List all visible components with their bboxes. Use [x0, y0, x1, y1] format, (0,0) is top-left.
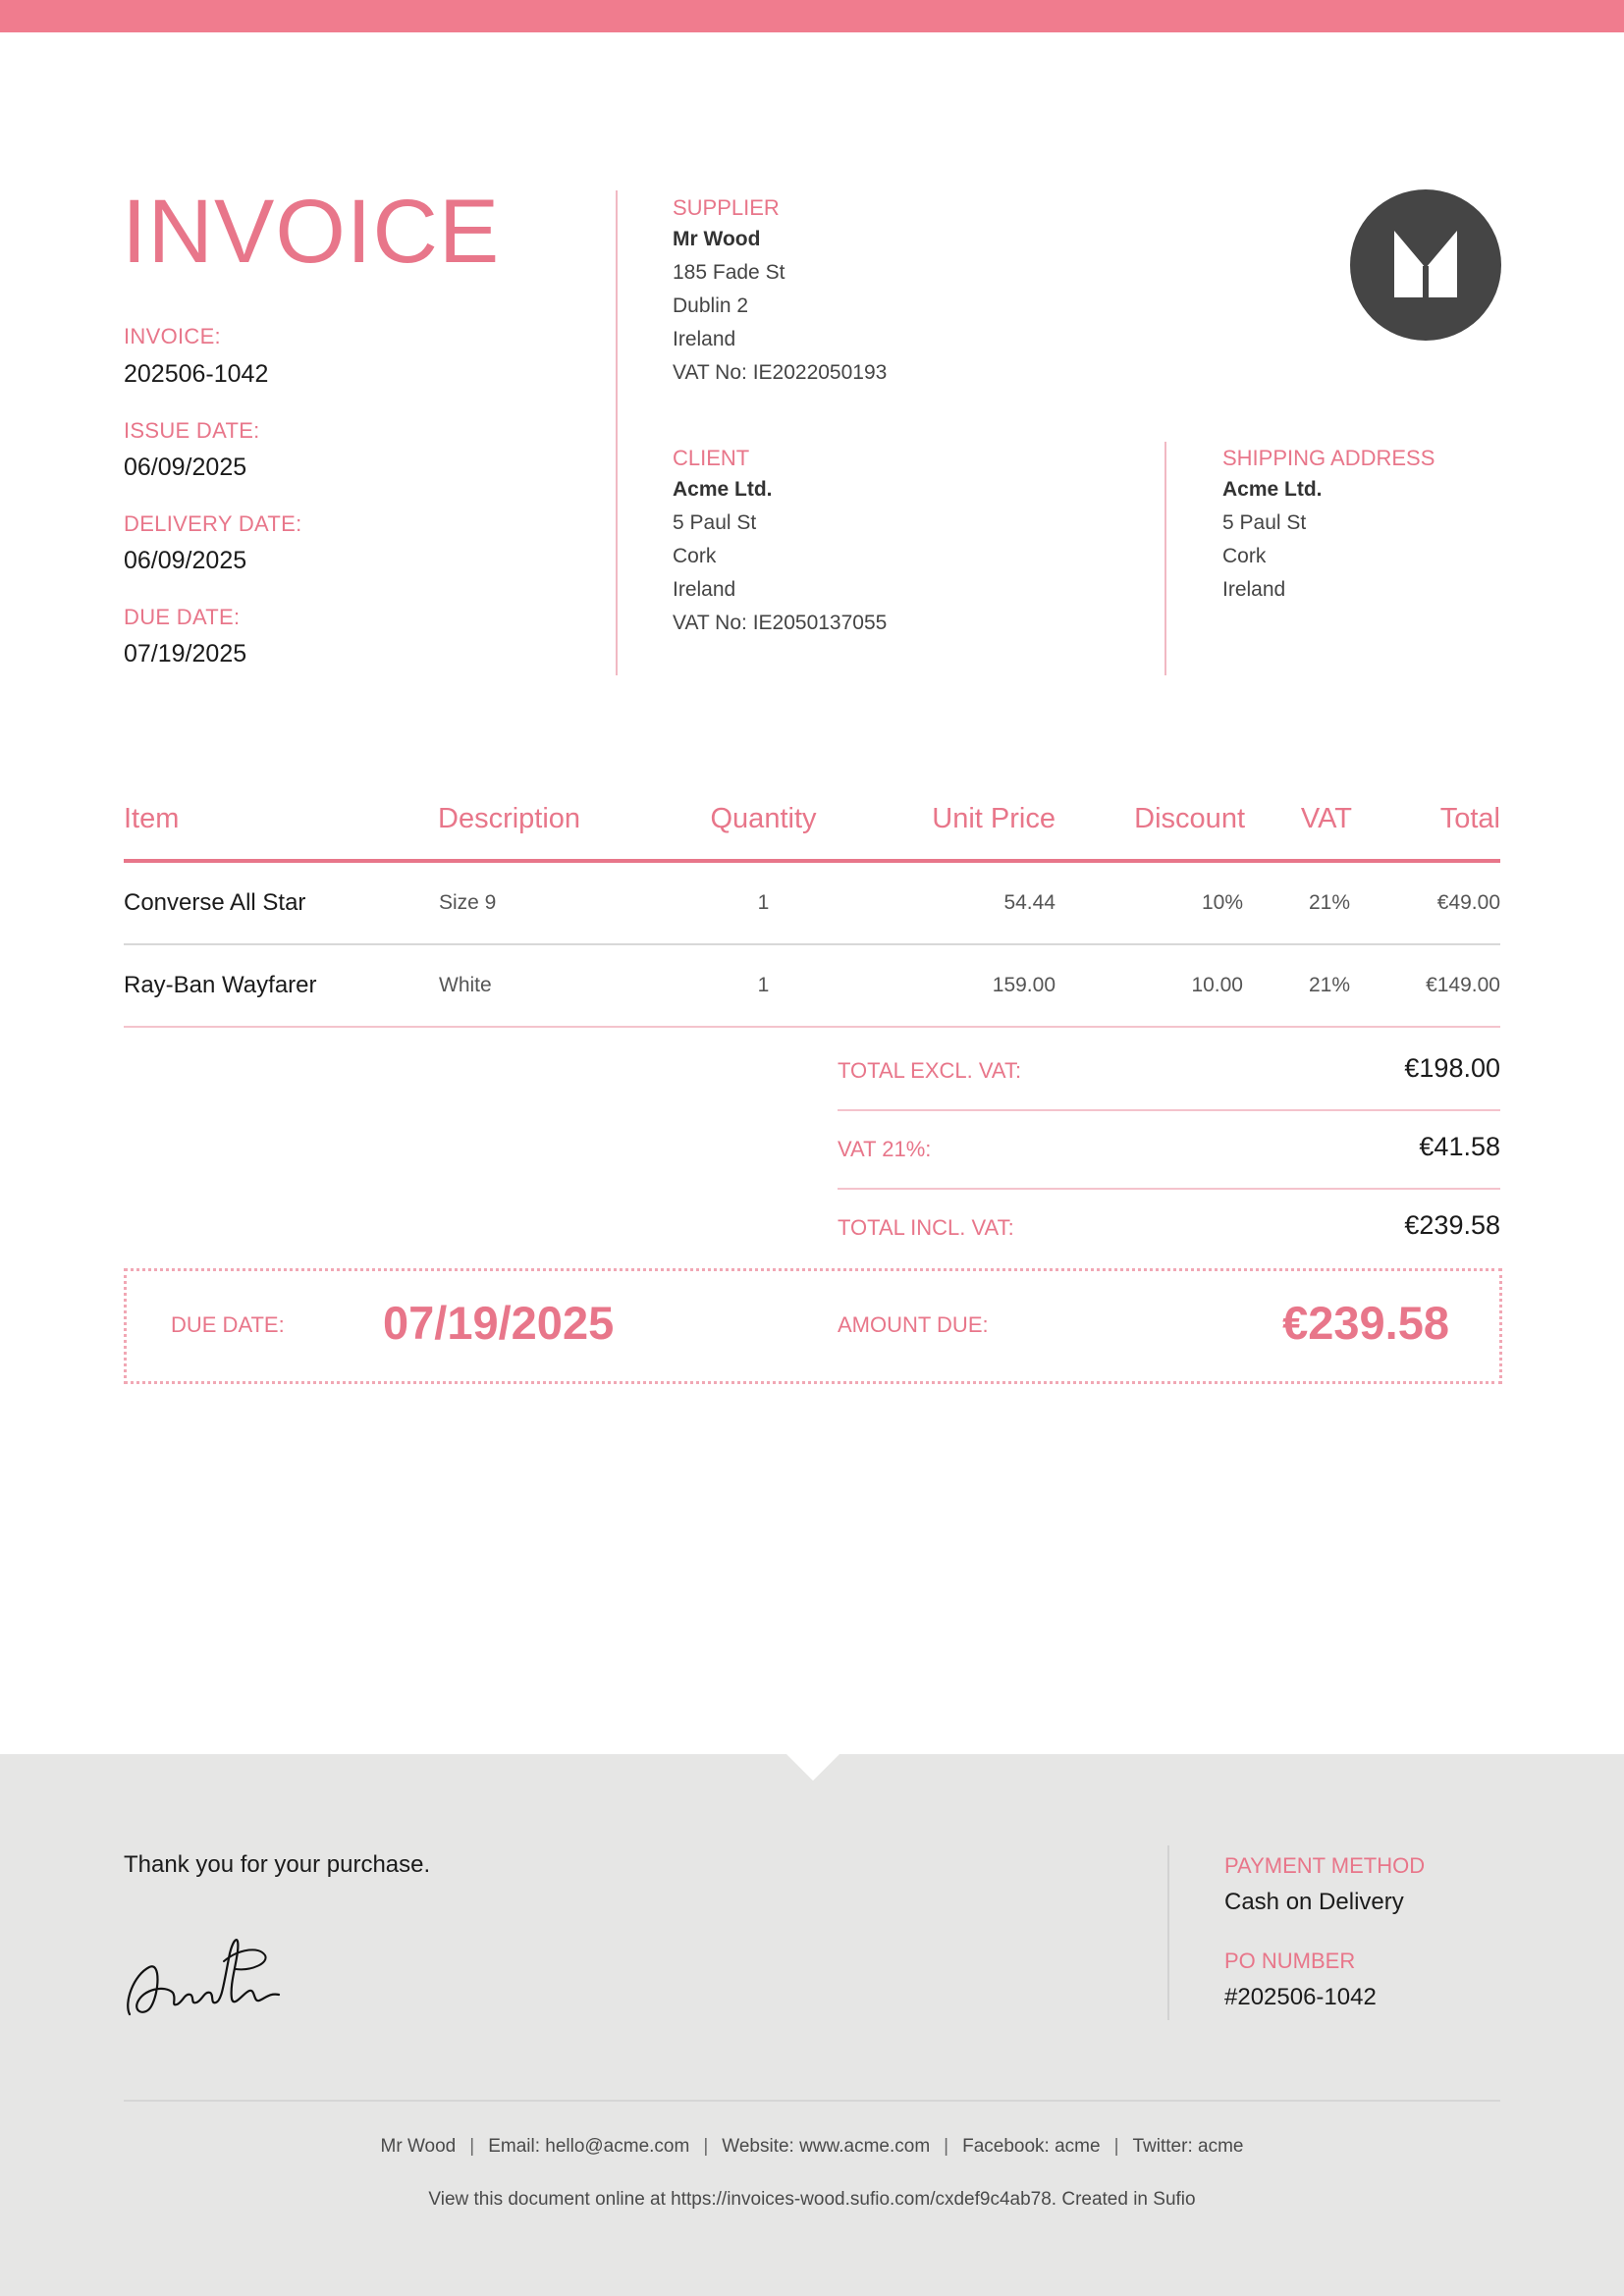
shipping-name: Acme Ltd. — [1222, 478, 1323, 501]
row1-vat: 21% — [1308, 891, 1350, 914]
issue-date-label: ISSUE DATE: — [124, 418, 260, 443]
contact-email[interactable]: Email: hello@acme.com — [488, 2136, 690, 2157]
shipping-line: 5 Paul St — [1222, 511, 1307, 534]
supplier-vat: VAT No: IE2022050193 — [673, 361, 888, 384]
top-accent-bar — [0, 0, 1624, 32]
row1-item: Converse All Star — [124, 889, 306, 916]
col-header-unit-price: Unit Price — [932, 803, 1056, 834]
due-box-date-value: 07/19/2025 — [383, 1297, 615, 1349]
contact-line: Mr Wood | Email: hello@acme.com | Website: www.acme.com | Facebook: acme | Twitter: acme — [380, 2136, 1244, 2157]
row2-vat: 21% — [1308, 974, 1350, 996]
delivery-date-value: 06/09/2025 — [124, 547, 247, 574]
total-excl-vat-value: €198.00 — [1404, 1053, 1500, 1083]
company-logo — [1350, 189, 1501, 341]
vat-value: €41.58 — [1419, 1132, 1500, 1161]
table-header-rule — [124, 859, 1500, 863]
po-number-label: PO NUMBER — [1224, 1949, 1356, 1973]
col-header-item: Item — [124, 803, 180, 834]
supplier-line: 185 Fade St — [673, 261, 785, 284]
row2-unit-price: 159.00 — [992, 974, 1056, 996]
row2-total: €149.00 — [1426, 974, 1500, 996]
col-header-total: Total — [1439, 803, 1500, 834]
footer-divider — [1167, 1845, 1169, 2020]
col-header-description: Description — [438, 803, 581, 834]
invoice-number-value: 202506-1042 — [124, 360, 269, 388]
summary-separator — [838, 1109, 1500, 1111]
supplier-line: Dublin 2 — [673, 294, 749, 317]
amount-due-label: AMOUNT DUE: — [838, 1312, 989, 1337]
client-heading: CLIENT — [673, 446, 750, 470]
invoice-title: INVOICE — [122, 182, 501, 282]
amount-due-value: €239.58 — [1282, 1297, 1449, 1349]
row2-description: White — [439, 974, 492, 996]
contact-twitter[interactable]: Twitter: acme — [1132, 2136, 1244, 2157]
row1-discount: 10% — [1201, 891, 1243, 914]
thank-you-note: Thank you for your purchase. — [124, 1851, 431, 1878]
row2-discount: 10.00 — [1191, 974, 1243, 996]
supplier-block — [673, 195, 887, 390]
summary-separator — [838, 1188, 1500, 1190]
row-separator — [124, 1026, 1500, 1028]
signature — [122, 1924, 289, 2027]
footer-notch — [786, 1754, 839, 1781]
total-excl-vat-label: TOTAL EXCL. VAT: — [838, 1058, 1022, 1083]
payment-method-label: PAYMENT METHOD — [1224, 1853, 1426, 1878]
m-logo-icon — [1350, 189, 1501, 341]
contact-website[interactable]: Website: www.acme.com — [722, 2136, 931, 2157]
client-line: Cork — [673, 545, 717, 567]
divider-vertical — [1164, 442, 1166, 675]
shipping-block — [1222, 446, 1435, 607]
row-separator — [124, 943, 1500, 945]
col-header-discount: Discount — [1134, 803, 1245, 834]
col-header-vat: VAT — [1300, 803, 1352, 834]
contact-name: Mr Wood — [380, 2136, 457, 2157]
client-line: Ireland — [673, 578, 736, 601]
shipping-heading: SHIPPING ADDRESS — [1222, 446, 1435, 470]
client-block — [673, 446, 887, 640]
shipping-line: Cork — [1222, 545, 1267, 567]
client-vat: VAT No: IE2050137055 — [673, 612, 888, 634]
issue-date-value: 06/09/2025 — [124, 454, 247, 481]
payment-method-value: Cash on Delivery — [1224, 1889, 1404, 1915]
row1-unit-price: 54.44 — [1003, 891, 1056, 914]
signature-icon — [122, 1924, 289, 2022]
invoice-number-label: INVOICE: — [124, 324, 221, 348]
due-box-date-label: DUE DATE: — [171, 1312, 285, 1337]
po-number-value: #202506-1042 — [1224, 1984, 1377, 2010]
row1-quantity: 1 — [757, 891, 770, 914]
online-view-note[interactable]: View this document online at https://invoices-wood.sufio.com/cxdef9c4ab78. Created in Sufio — [428, 2189, 1196, 2210]
supplier-name: Mr Wood — [673, 228, 761, 250]
total-incl-vat-value: €239.58 — [1404, 1210, 1500, 1240]
col-header-quantity: Quantity — [710, 803, 817, 834]
row2-quantity: 1 — [757, 974, 770, 996]
shipping-line: Ireland — [1222, 578, 1286, 601]
client-name: Acme Ltd. — [673, 478, 773, 501]
row2-item: Ray-Ban Wayfarer — [124, 972, 317, 998]
row1-total: €49.00 — [1436, 891, 1500, 914]
client-line: 5 Paul St — [673, 511, 757, 534]
due-date-value: 07/19/2025 — [124, 640, 247, 667]
supplier-heading: SUPPLIER — [673, 195, 780, 220]
total-incl-vat-label: TOTAL INCL. VAT: — [838, 1215, 1014, 1240]
vat-label: VAT 21%: — [838, 1137, 932, 1161]
footer-rule — [124, 2100, 1500, 2102]
due-date-label: DUE DATE: — [124, 605, 241, 629]
delivery-date-label: DELIVERY DATE: — [124, 511, 302, 536]
supplier-line: Ireland — [673, 328, 736, 350]
row1-description: Size 9 — [439, 891, 497, 914]
contact-facebook[interactable]: Facebook: acme — [962, 2136, 1101, 2157]
divider-vertical — [616, 190, 618, 675]
